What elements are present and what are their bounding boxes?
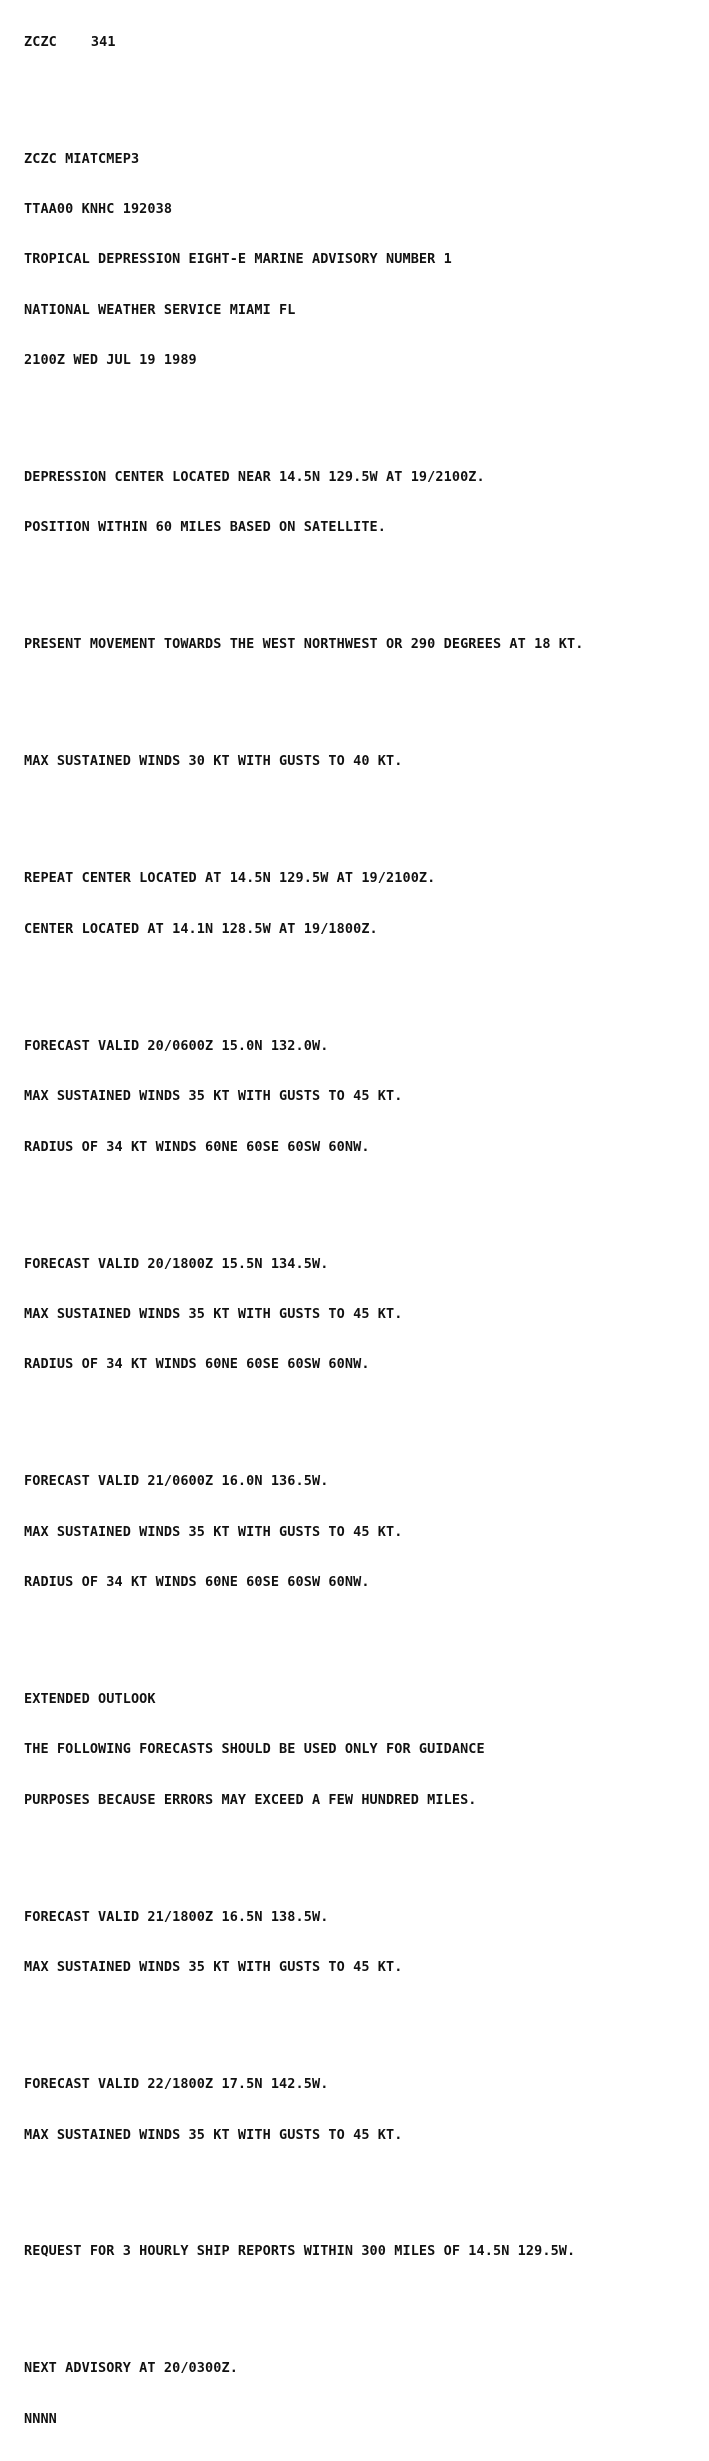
outlook-heading: EXTENDED OUTLOOK [24, 1691, 156, 1707]
message-id-line: ZCZC MIATCMEP3 [24, 150, 140, 167]
spacer [24, 687, 709, 703]
advisory-title: TROPICAL DEPRESSION EIGHT-E MARINE ADVISORY NUMBER 1 [24, 251, 452, 268]
next-advisory-line: NEXT ADVISORY AT 20/0300Z. [24, 2360, 238, 2377]
spacer [24, 804, 709, 820]
outlook-line: THE FOLLOWING FORECASTS SHOULD BE USED ONLY FOR GUIDANCE [24, 1741, 485, 1758]
forecast-line: RADIUS OF 34 KT WINDS 60NE 60SE 60SW 60NW. [24, 1574, 370, 1591]
repeat-line: REPEAT CENTER LOCATED AT 14.5N 129.5W AT 19/2100Z. [24, 870, 436, 887]
spacer [24, 403, 709, 419]
forecast-line: RADIUS OF 34 KT WINDS 60NE 60SE 60SW 60NW. [24, 1138, 370, 1155]
spacer [24, 1842, 709, 1858]
spacer [24, 84, 709, 100]
forecast-line: MAX SUSTAINED WINDS 35 KT WITH GUSTS TO 45 KT. [24, 1305, 403, 1322]
message-id-line: TTAA00 KNHC 192038 [24, 200, 173, 217]
forecast-line: FORECAST VALID 20/0600Z 15.0N 132.0W. [24, 1037, 329, 1054]
forecast-line: MAX SUSTAINED WINDS 35 KT WITH GUSTS TO 45 KT. [24, 1088, 403, 1105]
movement-line: PRESENT MOVEMENT TOWARDS THE WEST NORTHWEST OR 290 DEGREES AT 18 KT. [24, 636, 584, 653]
header-number: 341 [90, 33, 116, 50]
request-line: REQUEST FOR 3 HOURLY SHIP REPORTS WITHIN 300 MILES OF 14.5N 129.5W. [24, 2243, 576, 2260]
spacer [24, 2294, 709, 2310]
forecast-line: FORECAST VALID 20/1800Z 15.5N 134.5W. [24, 1255, 329, 1272]
end-marker: NNNN [24, 2410, 57, 2427]
center-line: POSITION WITHIN 60 MILES BASED ON SATELLITE. [24, 519, 387, 536]
advisory-text [24, 0, 709, 2461]
repeat-line: CENTER LOCATED AT 14.1N 128.5W AT 19/1800Z. [24, 920, 378, 937]
forecast-line: FORECAST VALID 22/1800Z 17.5N 142.5W. [24, 2076, 329, 2093]
header-line [24, 34, 709, 51]
header-code: ZCZC [24, 33, 57, 50]
forecast-line: FORECAST VALID 21/1800Z 16.5N 138.5W. [24, 1908, 329, 1925]
center-line: DEPRESSION CENTER LOCATED NEAR 14.5N 129.5W AT 19/2100Z. [24, 469, 485, 486]
forecast-line: MAX SUSTAINED WINDS 35 KT WITH GUSTS TO 45 KT. [24, 2126, 403, 2143]
spacer [24, 2010, 709, 2026]
spacer [24, 1189, 709, 1205]
spacer [24, 2177, 709, 2193]
forecast-line: FORECAST VALID 21/0600Z 16.0N 136.5W. [24, 1473, 329, 1490]
issuing-office: NATIONAL WEATHER SERVICE MIAMI FL [24, 301, 296, 318]
spacer [24, 971, 709, 987]
issue-time: 2100Z WED JUL 19 1989 [24, 352, 197, 369]
spacer [24, 570, 709, 586]
spacer [24, 1624, 709, 1640]
winds-line: MAX SUSTAINED WINDS 30 KT WITH GUSTS TO 40 KT. [24, 753, 403, 770]
forecast-line: RADIUS OF 34 KT WINDS 60NE 60SE 60SW 60NW. [24, 1356, 370, 1373]
forecast-line: MAX SUSTAINED WINDS 35 KT WITH GUSTS TO 45 KT. [24, 1959, 403, 1976]
forecast-line: MAX SUSTAINED WINDS 35 KT WITH GUSTS TO 45 KT. [24, 1523, 403, 1540]
outlook-line: PURPOSES BECAUSE ERRORS MAY EXCEED A FEW HUNDRED MILES. [24, 1791, 477, 1808]
spacer [24, 1407, 709, 1423]
